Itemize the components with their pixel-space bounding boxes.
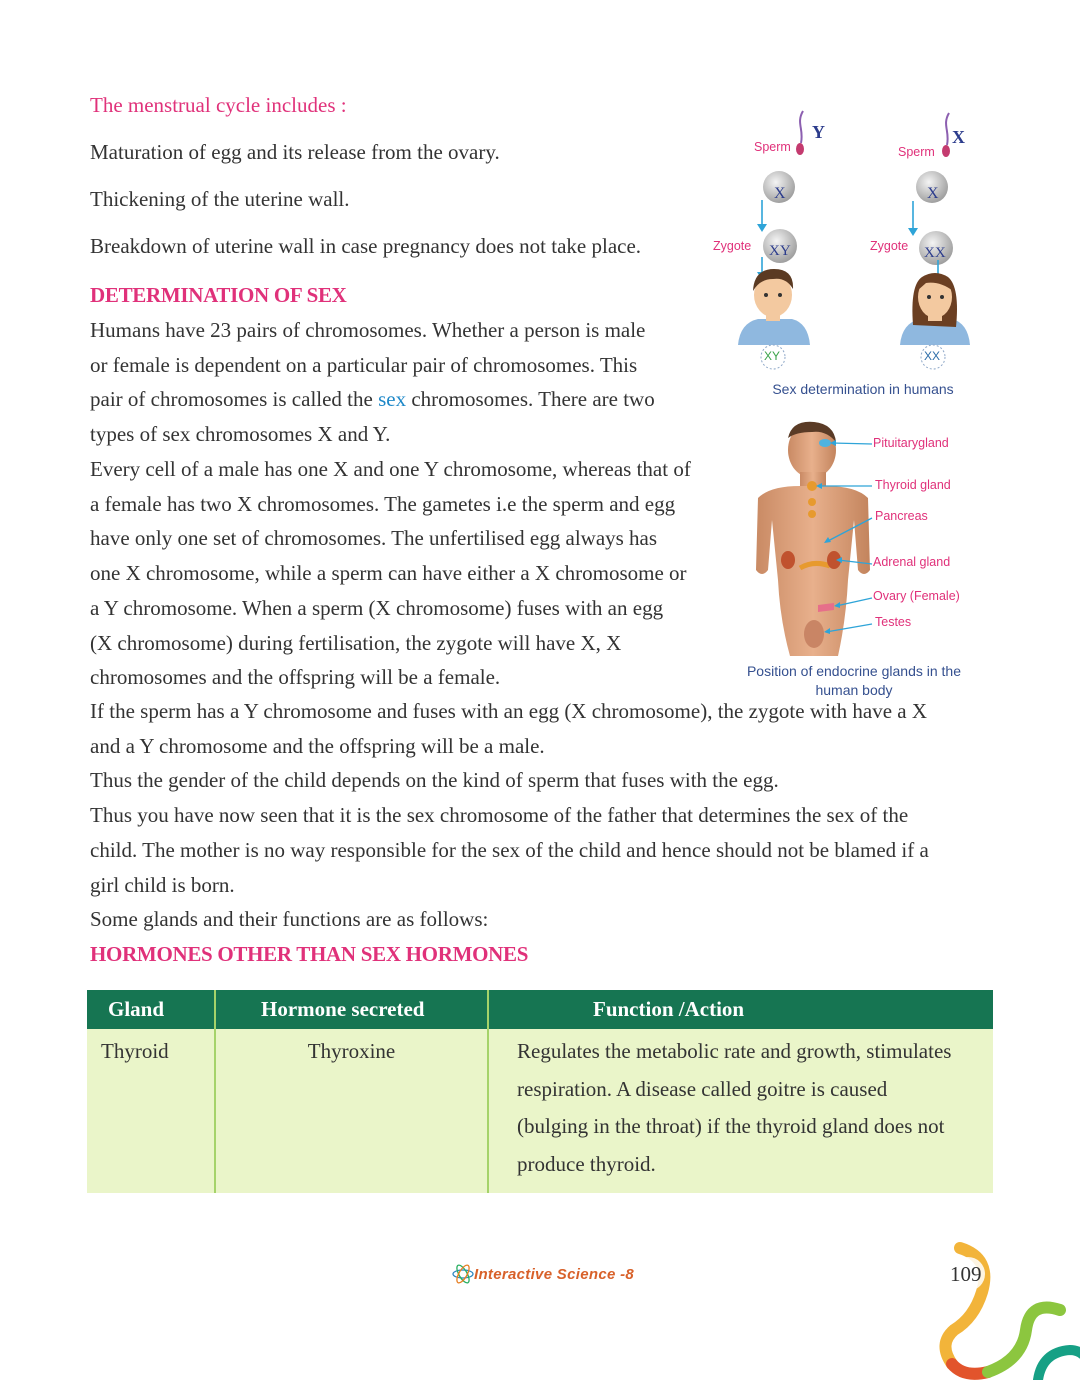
decorative-swirl-icon (930, 1240, 1080, 1380)
body-chromosome-label: XY (764, 349, 781, 363)
cell-hormone: Thyroxine (215, 1029, 488, 1193)
sperm-label: Sperm (898, 145, 935, 159)
paragraph-line: a female has two X chromosomes. The gametes i.e the sperm and egg (90, 491, 676, 516)
cell-gland: Thyroid (87, 1029, 215, 1193)
sperm-head-icon (942, 145, 950, 157)
paragraph-line: (X chromosome) during fertilisation, the zygote will have X, X (90, 630, 622, 655)
zygote-label: Zygote (870, 239, 909, 253)
book-title: Interactive Science -8 (474, 1265, 635, 1283)
paragraph-line: a Y chromosome. When a sperm (X chromosome) fuses with an egg (90, 595, 664, 620)
hormones-table-wrapper (87, 990, 993, 1193)
column-header-hormone: Hormone secreted (215, 990, 488, 1029)
column-header-function: Function /Action (488, 990, 993, 1029)
paragraph-line: girl child is born. (90, 872, 235, 897)
sex-paragraph-3 (90, 694, 990, 937)
sperm-head-icon (796, 143, 804, 155)
paragraph-line: Humans have 23 pairs of chromosomes. Whether a person is male (90, 318, 646, 342)
table-header-row (87, 990, 993, 1029)
zygote-chromosome-label: XX (924, 245, 946, 261)
sex-paragraph-2 (90, 452, 726, 695)
sperm-chromosome-label: Y (812, 122, 825, 142)
sex-determination-caption: Sex determination in humans (772, 381, 954, 397)
egg-chromosome-label: X (927, 185, 939, 202)
pituitary-label: Pituitarygland (873, 436, 949, 450)
line-text: pair of chromosomes is called the (90, 387, 379, 412)
endocrine-caption (720, 662, 988, 700)
atom-icon (452, 1264, 474, 1284)
human-body-icon (756, 422, 870, 656)
zygote-chromosome-label: XY (769, 243, 791, 259)
hormones-table (87, 990, 993, 1193)
paragraph-line: Thus you have now seen that it is the sex chromosome of the father that determines the sex of the (90, 803, 909, 828)
function-line: Regulates the metabolic rate and growth, stimulates (517, 1039, 952, 1063)
zygote-label: Zygote (713, 239, 752, 253)
sperm-tail-icon (946, 113, 949, 145)
function-line: (bulging in the throat) if the thyroid gland does not (517, 1114, 945, 1138)
sex-determination-heading: DETERMINATION OF SEX (90, 283, 347, 307)
arrow-head-icon (908, 228, 918, 236)
thyroid-label: Thyroid gland (875, 478, 951, 492)
paragraph-line: Thus the gender of the child depends on the kind of sperm that fuses with the egg. (90, 768, 779, 793)
sperm-tail-icon (800, 111, 803, 143)
endocrine-figure (730, 420, 1020, 705)
line-text: chromosomes. There are two (406, 387, 655, 412)
paragraph-line: and a Y chromosome and the offspring will be a male. (90, 733, 545, 758)
column-header-gland: Gland (87, 990, 215, 1029)
function-line: respiration. A disease called goitre is caused (517, 1076, 888, 1101)
menstrual-item: Breakdown of uterine wall in case pregnancy does not take place. (90, 234, 642, 258)
sperm-chromosome-label: X (952, 127, 965, 147)
paragraph-line: or female is dependent on a particular pair of chromosomes. This (90, 352, 638, 377)
page-number: 109 (950, 1262, 982, 1286)
menstrual-item: Thickening of the uterine wall. (90, 187, 350, 211)
sex-keyword: sex (378, 387, 407, 412)
adrenal-label: Adrenal gland (873, 555, 951, 569)
menstrual-item: Maturation of egg and its release from the ovary. (90, 140, 500, 164)
menstrual-heading: The menstrual cycle includes : (90, 93, 347, 117)
sex-determination-figure (700, 105, 1000, 405)
paragraph-line: child. The mother is no way responsible for the sex of the child and hence should not be blamed if a (90, 837, 929, 862)
paragraph-line: one X chromosome, while a sperm can have either a X chromosome or (90, 561, 687, 586)
sex-paragraph-1 (90, 313, 702, 452)
testes-label: Testes (875, 615, 912, 629)
paragraph-line (90, 382, 702, 417)
ovary-label: Ovary (Female) (873, 589, 960, 603)
book-title-logo (452, 1264, 634, 1284)
paragraph-line: If the sperm has a Y chromosome and fuses with an egg (X chromosome), the zygote with have a X (90, 699, 928, 723)
hormones-heading: HORMONES OTHER THAN SEX HORMONES (90, 942, 529, 966)
paragraph-line: Some glands and their functions are as follows: (90, 907, 489, 932)
egg-chromosome-label: X (774, 185, 786, 202)
paragraph-line: Every cell of a male has one X and one Y chromosome, whereas that of (90, 457, 691, 481)
table-row (87, 1029, 993, 1193)
cell-function (488, 1029, 993, 1193)
pancreas-label: Pancreas (875, 509, 928, 523)
caption-line: Position of endocrine glands in the (746, 663, 962, 679)
sperm-label: Sperm (754, 140, 791, 154)
paragraph-line: types of sex chromosomes X and Y. (90, 422, 391, 447)
function-line: produce thyroid. (517, 1151, 656, 1176)
body-chromosome-label: XX (924, 349, 941, 363)
caption-line: human body (815, 682, 893, 698)
paragraph-line: have only one set of chromosomes. The unfertilised egg always has (90, 526, 658, 551)
paragraph-line: chromosomes and the offspring will be a female. (90, 665, 501, 690)
arrow-head-icon (757, 224, 767, 232)
